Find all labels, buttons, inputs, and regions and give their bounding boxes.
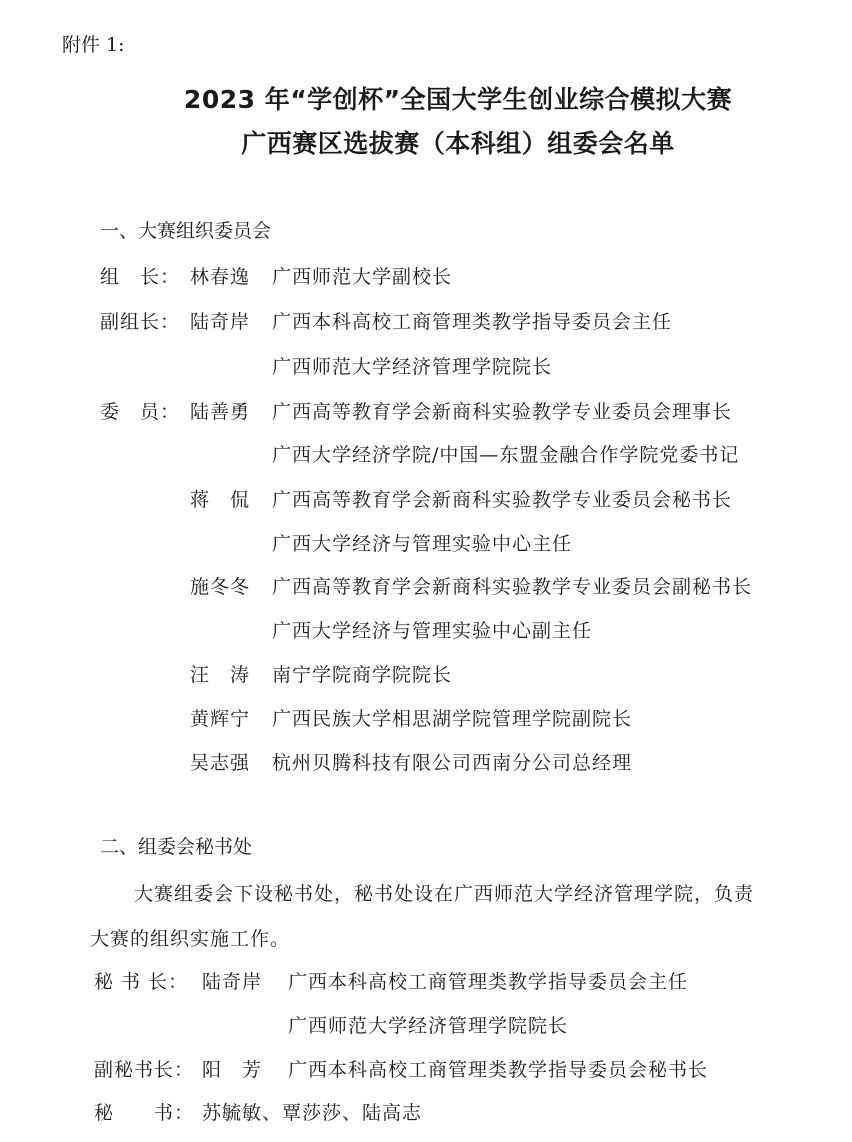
member-title: 广西高等教育学会新商科实验教学专业委员会理事长 [272, 401, 733, 423]
vice-leader-title: 广西师范大学经济管理学院院长 [272, 356, 553, 378]
member-name: 陆善勇 [190, 401, 251, 423]
attachment-label: 附件 1: [62, 34, 125, 56]
member-title: 广西大学经济与管理实验中心主任 [272, 533, 573, 555]
member-name: 黄辉宁 [190, 708, 251, 730]
member-name: 汪 涛 [190, 664, 251, 686]
section2-paragraph-line1: 大赛组委会下设秘书处，秘书处设在广西师范大学经济管理学院，负责 [134, 883, 755, 905]
vice-secretary-role: 副秘书长： [94, 1059, 195, 1081]
leader-role: 组 长： [100, 266, 181, 288]
section2-paragraph-line2: 大赛的组织实施工作。 [90, 928, 291, 950]
member-title: 广西高等教育学会新商科实验教学专业委员会秘书长 [272, 489, 733, 511]
members-role: 委 员： [100, 401, 181, 423]
member-name: 吴志强 [190, 752, 251, 774]
vice-secretary-name: 阳 芳 [202, 1059, 263, 1081]
leader-name: 林春逸 [190, 266, 251, 288]
secretary-role: 秘 书 长： [94, 971, 189, 993]
section2-heading: 二、组委会秘书处 [100, 836, 253, 858]
clerks-role: 秘 书： [94, 1102, 195, 1124]
vice-secretary-title: 广西本科高校工商管理类教学指导委员会秘书长 [288, 1059, 709, 1081]
vice-leader-title: 广西本科高校工商管理类教学指导委员会主任 [272, 311, 673, 333]
member-title: 南宁学院商学院院长 [272, 664, 453, 686]
secretary-title: 广西师范大学经济管理学院院长 [288, 1015, 569, 1037]
member-title: 广西大学经济学院/中国—东盟金融合作学院党委书记 [272, 444, 740, 466]
vice-leader-role: 副组长： [100, 311, 181, 333]
member-name: 蒋 侃 [190, 489, 251, 511]
clerks-names: 苏毓敏、覃莎莎、陆高志 [202, 1102, 423, 1124]
document-title-line1: 2023 年“学创杯”全国大学生创业综合模拟大赛 [183, 85, 733, 114]
member-title: 广西民族大学相思湖学院管理学院副院长 [272, 708, 633, 730]
secretary-name: 陆奇岸 [202, 971, 263, 993]
member-title: 广西大学经济与管理实验中心副主任 [272, 620, 593, 642]
member-title: 广西高等教育学会新商科实验教学专业委员会副秘书长 [272, 576, 753, 598]
document-title-line2: 广西赛区选拔赛（本科组）组委会名单 [241, 129, 675, 158]
member-title: 杭州贝腾科技有限公司西南分公司总经理 [272, 752, 633, 774]
vice-leader-name: 陆奇岸 [190, 311, 251, 333]
secretary-title: 广西本科高校工商管理类教学指导委员会主任 [288, 971, 689, 993]
member-name: 施冬冬 [190, 576, 251, 598]
section1-heading: 一、大赛组织委员会 [100, 220, 272, 242]
leader-title: 广西师范大学副校长 [272, 266, 453, 288]
